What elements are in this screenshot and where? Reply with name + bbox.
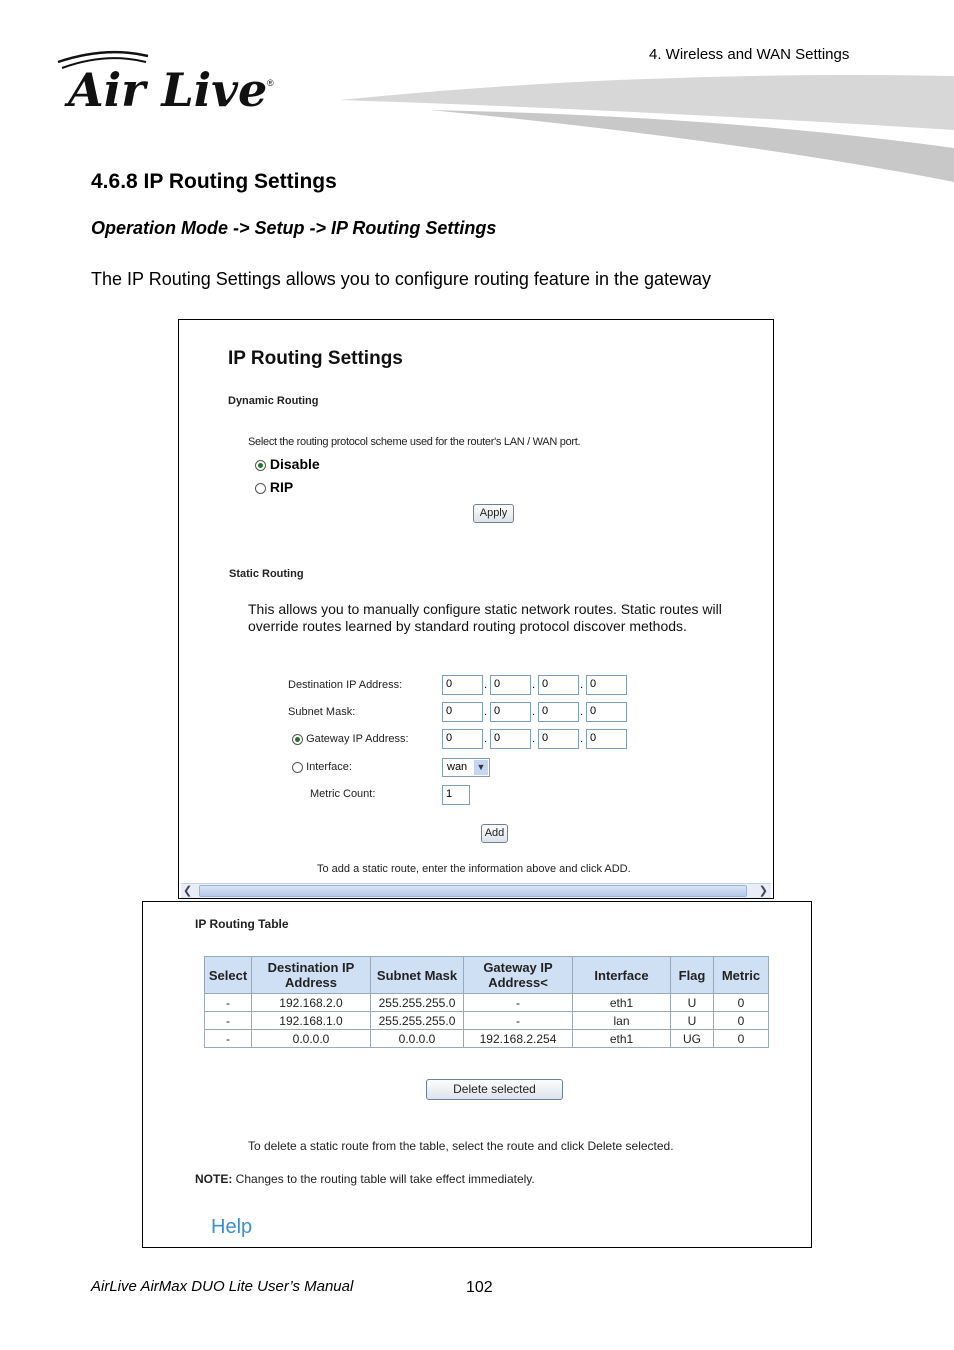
table-row[interactable] — [205, 994, 769, 1012]
table-cell: 192.168.2.0 — [252, 994, 371, 1012]
routing-table-heading: IP Routing Table — [195, 917, 289, 931]
destination-ip-octet-2[interactable]: 0 — [490, 675, 531, 695]
svg-text:Air Live: Air Live — [68, 63, 268, 117]
octet-separator: . — [580, 706, 584, 718]
interface-label: Interface: — [306, 761, 352, 773]
static-routing-description: This allows you to manually configure static network routes. Static routes will override routes learned by standard routing protocol discover methods. — [248, 601, 722, 634]
table-cell: 192.168.1.0 — [252, 1012, 371, 1030]
dynamic-routing-description: Select the routing protocol scheme used for the router's LAN / WAN port. — [248, 436, 581, 448]
octet-separator: . — [532, 733, 536, 745]
radio-disable-label: Disable — [269, 456, 320, 472]
dynamic-routing-heading: Dynamic Routing — [228, 395, 319, 407]
chapter-header: 4. Wireless and WAN Settings — [649, 46, 850, 63]
octet-separator: . — [532, 706, 536, 718]
routing-table — [204, 956, 769, 1048]
column-header: Select — [205, 957, 252, 994]
subnet-mask-octet-1[interactable]: 0 — [442, 702, 483, 722]
table-cell: 255.255.255.0 — [371, 994, 464, 1012]
horizontal-scrollbar[interactable] — [181, 883, 771, 898]
octet-separator: . — [580, 679, 584, 691]
metric-count-input[interactable]: 1 — [442, 785, 470, 805]
table-cell: - — [205, 1030, 252, 1048]
gateway-ip-octet-4[interactable]: 0 — [586, 729, 627, 749]
subnet-mask-octet-3[interactable]: 0 — [538, 702, 579, 722]
table-cell: - — [464, 994, 573, 1012]
subnet-mask-label: Subnet Mask: — [288, 706, 356, 718]
column-header: Flag — [671, 957, 714, 994]
octet-separator: . — [484, 733, 488, 745]
table-row[interactable] — [205, 1030, 769, 1048]
delete-route-hint: To delete a static route from the table, select the route and click Delete selected. — [248, 1139, 674, 1153]
table-cell: 0.0.0.0 — [371, 1030, 464, 1048]
gateway-ip-octet-3[interactable]: 0 — [538, 729, 579, 749]
add-button[interactable]: Add — [481, 824, 508, 843]
column-header: Subnet Mask — [371, 957, 464, 994]
radio-rip[interactable] — [255, 479, 293, 495]
column-header: Interface — [573, 957, 671, 994]
interface-select[interactable] — [442, 758, 490, 777]
column-header: Destination IP Address — [252, 957, 371, 994]
ip-routing-table-panel — [142, 901, 812, 1248]
radio-selected-icon — [255, 460, 266, 471]
octet-separator: . — [532, 679, 536, 691]
table-cell: - — [205, 994, 252, 1012]
table-cell: eth1 — [573, 994, 671, 1012]
section-title: 4.6.8 IP Routing Settings — [91, 170, 337, 193]
octet-separator: . — [484, 679, 488, 691]
column-header: Gateway IP Address< — [464, 957, 573, 994]
manual-title-footer: AirLive AirMax DUO Lite User’s Manual — [91, 1278, 354, 1295]
table-cell: lan — [573, 1012, 671, 1030]
note-text: Changes to the routing table will take effect immediately. — [232, 1172, 535, 1186]
radio-unselected-icon — [292, 762, 303, 773]
gateway-ip-label: Gateway IP Address: — [306, 733, 409, 745]
table-cell: 0 — [714, 994, 769, 1012]
scroll-thumb[interactable] — [199, 885, 747, 897]
destination-ip-label: Destination IP Address: — [288, 679, 403, 691]
panel-title: IP Routing Settings — [228, 348, 403, 369]
table-cell: U — [671, 1012, 714, 1030]
scroll-left-icon[interactable]: ❮ — [183, 885, 193, 897]
interface-option[interactable] — [292, 761, 352, 773]
navigation-path: Operation Mode -> Setup -> IP Routing Settings — [91, 218, 497, 238]
table-cell: 192.168.2.254 — [464, 1030, 573, 1048]
radio-disable[interactable] — [255, 456, 320, 472]
help-link[interactable]: Help — [211, 1216, 253, 1238]
subnet-mask-octet-4[interactable]: 0 — [586, 702, 627, 722]
add-route-hint: To add a static route, enter the information above and click ADD. — [317, 863, 631, 875]
ip-routing-settings-panel — [178, 319, 774, 899]
svg-text:®: ® — [267, 78, 274, 88]
page-number: 102 — [466, 1279, 493, 1296]
octet-separator: . — [580, 733, 584, 745]
routing-table-note — [195, 1172, 535, 1186]
radio-unselected-icon — [255, 483, 266, 494]
octet-separator: . — [484, 706, 488, 718]
radio-rip-label: RIP — [269, 479, 294, 495]
table-row[interactable] — [205, 1012, 769, 1030]
apply-button[interactable]: Apply — [473, 504, 514, 523]
destination-ip-octet-1[interactable]: 0 — [442, 675, 483, 695]
table-cell: - — [464, 1012, 573, 1030]
gateway-ip-octet-2[interactable]: 0 — [490, 729, 531, 749]
chevron-down-icon: ▼ — [474, 760, 488, 775]
table-cell: 0.0.0.0 — [252, 1030, 371, 1048]
interface-select-value: wan — [447, 761, 468, 773]
metric-count-label: Metric Count: — [310, 788, 376, 800]
table-cell: eth1 — [573, 1030, 671, 1048]
delete-selected-button[interactable]: Delete selected — [426, 1079, 563, 1100]
destination-ip-octet-4[interactable]: 0 — [586, 675, 627, 695]
header-swoosh — [340, 70, 954, 190]
table-cell: 0 — [714, 1012, 769, 1030]
table-cell: - — [205, 1012, 252, 1030]
table-cell: 0 — [714, 1030, 769, 1048]
airlive-logo — [56, 48, 286, 118]
subnet-mask-octet-2[interactable]: 0 — [490, 702, 531, 722]
table-cell: 255.255.255.0 — [371, 1012, 464, 1030]
column-header: Metric — [714, 957, 769, 994]
gateway-ip-octet-1[interactable]: 0 — [442, 729, 483, 749]
table-cell: UG — [671, 1030, 714, 1048]
destination-ip-octet-3[interactable]: 0 — [538, 675, 579, 695]
gateway-ip-option[interactable] — [292, 733, 409, 745]
table-cell: U — [671, 994, 714, 1012]
note-label: NOTE: — [195, 1172, 233, 1186]
scroll-right-icon[interactable]: ❯ — [758, 885, 768, 897]
radio-selected-icon — [292, 734, 303, 745]
intro-paragraph: The IP Routing Settings allows you to configure routing feature in the gateway — [91, 269, 712, 289]
static-routing-heading: Static Routing — [229, 568, 304, 580]
